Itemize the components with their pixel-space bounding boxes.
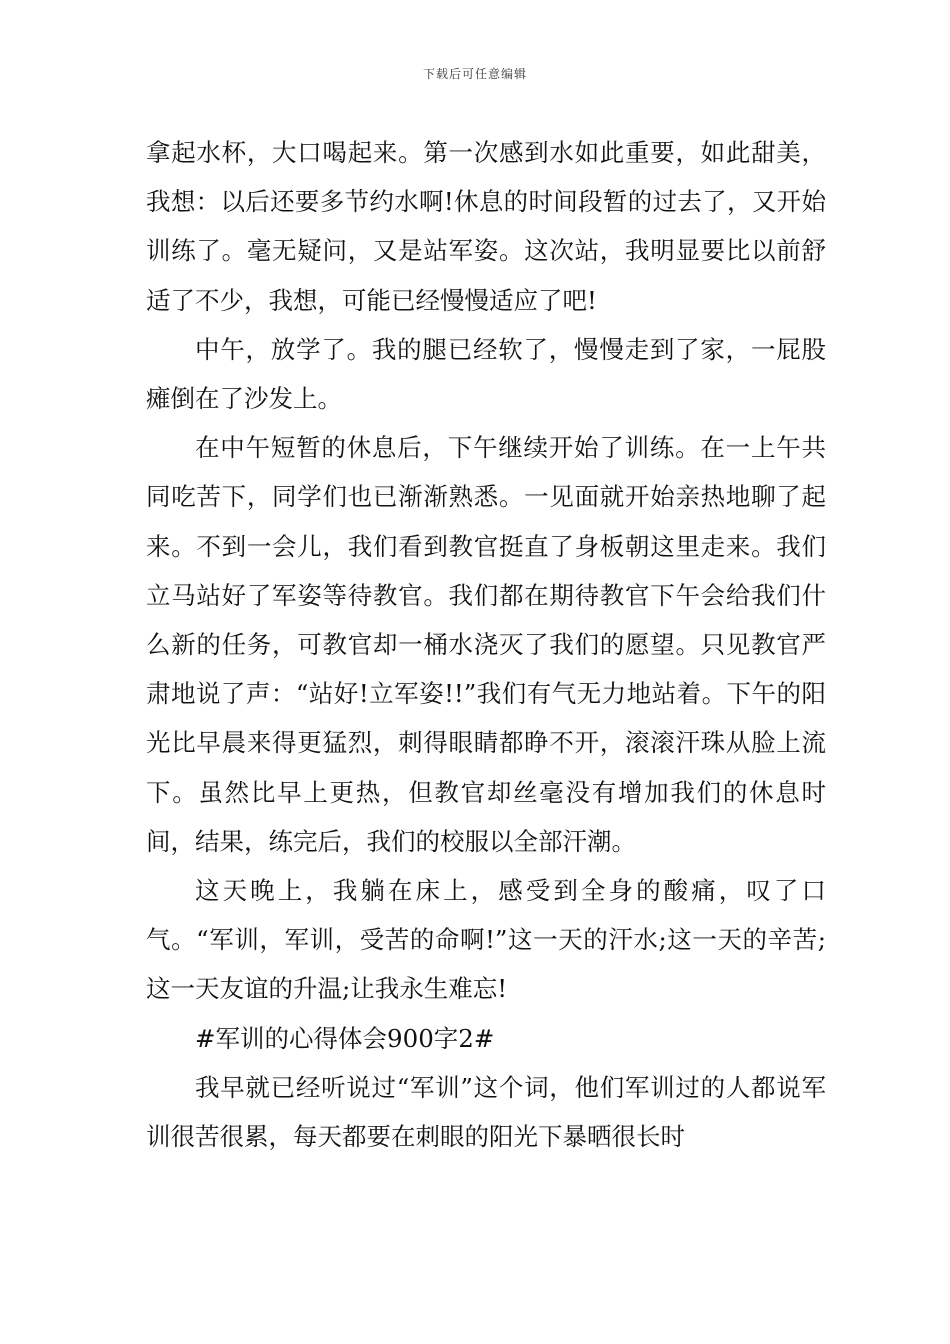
paragraph-3: 在中午短暂的休息后，下午继续开始了训练。在一上午共同吃苦下，同学们也已渐渐熟悉。一见面就开始亲热地聊了起来。不到一会儿，我们看到教官挺直了身板朝这里走来。我们立马站好了军姿等待教官。我们都在期待教官下午会给我们什么新的任务，可教官却一桶水浇灭了我们的愿望。只见教官严肃地说了声：“站好!立军姿!!”我们有气无力地站着。下午的阳光比早晨来得更猛烈，刺得眼睛都睁不开，滚滚汗珠从脸上流下。虽然比早上更热，但教官却丝毫没有增加我们的休息时间，结果，练完后，我们的校服以全部汗潮。: [146, 433, 826, 856]
paragraph-5: 我早就已经听说过“军训”这个词，他们军训过的人都说军训很苦很累，每天都要在刺眼的阳光下暴晒很长时: [146, 1072, 826, 1152]
paragraph-2: 中午，放学了。我的腿已经软了，慢慢走到了家，一屁股瘫倒在了沙发上。: [146, 334, 826, 414]
paragraph-1: 拿起水杯，大口喝起来。第一次感到水如此重要，如此甜美，我想：以后还要多节约水啊!休息的时间段暂的过去了，又开始训练了。毫无疑问，又是站军姿。这次站，我明显要比以前舒适了不少，我想，可能已经慢慢适应了吧!: [146, 138, 826, 315]
section-heading: #军训的心得体会900字2#: [195, 1023, 495, 1053]
page-header: 下载后可任意编辑: [422, 67, 527, 81]
paragraph-4: 这天晚上，我躺在床上，感受到全身的酸痛，叹了口气。“军训，军训，受苦的命啊!”这一天的汗水;这一天的辛苦;这一天友谊的升温;让我永生难忘!: [146, 876, 826, 1004]
document-body: [146, 128, 826, 1161]
